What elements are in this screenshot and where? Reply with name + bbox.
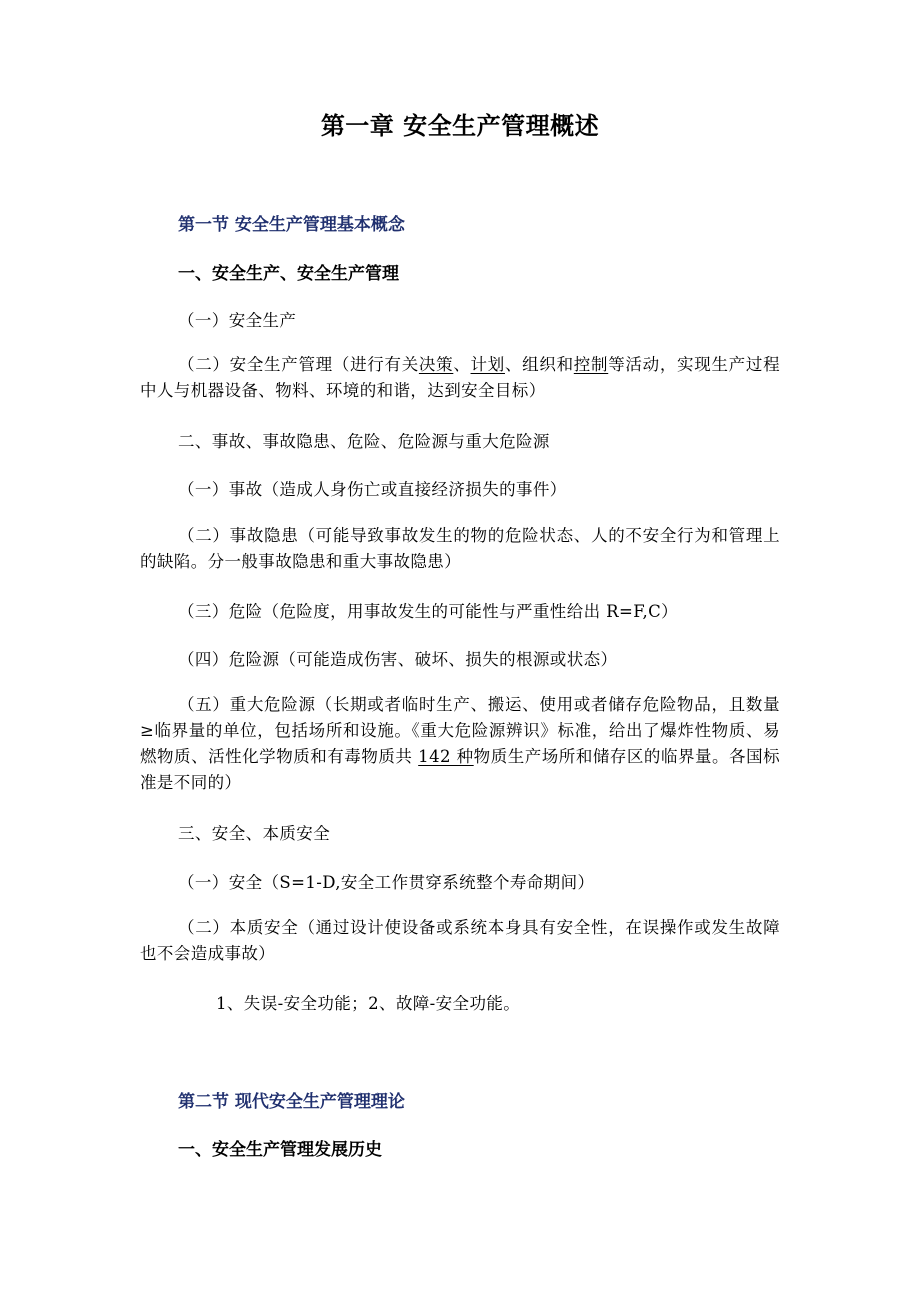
- item-3-3: 1、失误-安全功能；2、故障-安全功能。: [216, 994, 521, 1013]
- item-1-2: （二）安全生产管理（进行有关决策、计划、组织和控制等活动，实现生产过程中人与机器设备、物料、环境的和谐，达到安全目标）: [140, 355, 780, 400]
- item-2-2: （二）事故隐患（可能导致事故发生的物的危险状态、人的不安全行为和管理上的缺陷。分一般事故隐患和重大事故隐患）: [140, 526, 780, 571]
- link-decision: 决策: [418, 355, 454, 374]
- number-142: 142 种: [418, 747, 474, 766]
- heading-1-1: 一、安全生产、安全生产管理: [178, 264, 399, 284]
- item-2-3: （三）危险（危险度，用事故发生的可能性与严重性给出 R=F,C）: [178, 602, 679, 621]
- heading-2-1: 一、安全生产管理发展历史: [178, 1140, 382, 1160]
- item-2-5: （五）重大危险源（长期或者临时生产、搬运、使用或者储存危险物品，且数量≥临界量的单位，包括场所和设施。《重大危险源辨识》标准，给出了爆炸性物质、易燃物质、活性化学物质和有毒物质共 142 种物质生产场所和储存区的临界量。各国标准是不同的）: [140, 695, 780, 792]
- link-plan: 计划: [470, 355, 505, 374]
- item-3-2: （二）本质安全（通过设计使设备或系统本身具有安全性，在误操作或发生故障也不会造成事故）: [140, 918, 780, 963]
- link-control: 控制: [573, 355, 609, 374]
- chapter-title: 第一章 安全生产管理概述: [320, 112, 600, 140]
- item-1-1: （一）安全生产: [178, 311, 297, 330]
- section-2-title: 第二节 现代安全生产管理理论: [178, 1092, 405, 1112]
- heading-1-3: 三、安全、本质安全: [178, 824, 331, 843]
- heading-1-2: 二、事故、事故隐患、危险、危险源与重大危险源: [178, 432, 550, 451]
- item-3-1: （一）安全（S=1-D,安全工作贯穿系统整个寿命期间）: [178, 873, 595, 892]
- section-1-title: 第一节 安全生产管理基本概念: [178, 215, 405, 235]
- item-2-1: （一）事故（造成人身伤亡或直接经济损失的事件）: [178, 480, 567, 499]
- item-2-4: （四）危险源（可能造成伤害、破坏、损失的根源或状态）: [178, 650, 618, 669]
